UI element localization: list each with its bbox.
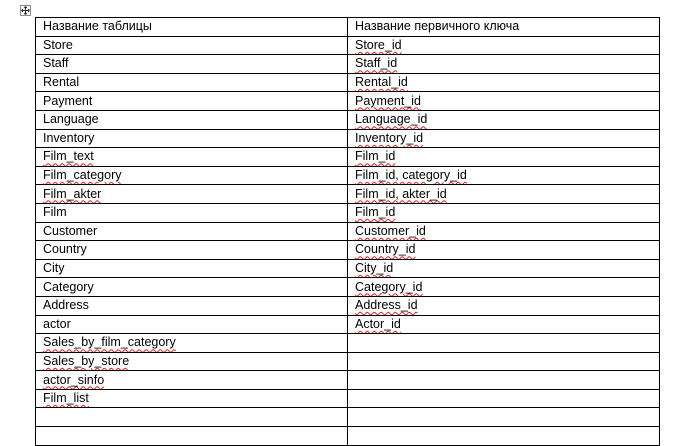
table-row <box>36 36 660 55</box>
primary-key-cell-text: Category_id <box>355 279 423 294</box>
primary-key-cell[interactable] <box>348 389 660 408</box>
table-name-cell-text: Payment <box>43 93 93 108</box>
table-name-cell-text: Address <box>43 298 89 313</box>
primary-key-cell[interactable] <box>348 148 660 167</box>
table-name-cell[interactable] <box>36 241 348 260</box>
primary-key-cell[interactable] <box>348 185 660 204</box>
primary-key-cell-text: Store_id <box>355 37 402 52</box>
table-name-cell-text: Film_list <box>43 391 89 406</box>
table-row <box>36 427 660 446</box>
table-row <box>36 166 660 185</box>
table-name-cell-text: Sales_by_film_category <box>43 335 176 350</box>
primary-key-cell-text: Staff_id <box>355 56 398 71</box>
table-name-cell[interactable] <box>36 352 348 371</box>
table-name-cell[interactable] <box>36 389 348 408</box>
table-name-cell-text: Film_category <box>43 168 122 183</box>
table-name-cell-text: Sales_by_store <box>43 353 130 368</box>
primary-key-cell[interactable] <box>348 278 660 297</box>
table-row <box>36 296 660 315</box>
table-row <box>36 259 660 278</box>
primary-key-cell-text: Payment_id <box>355 93 422 108</box>
table-name-cell[interactable] <box>36 408 348 427</box>
primary-key-cell[interactable] <box>348 166 660 185</box>
table-name-cell[interactable] <box>36 296 348 315</box>
primary-key-cell-text: City_id <box>355 261 394 276</box>
table-name-cell-text: actor_sinfo <box>43 372 105 387</box>
table-name-cell-text: Language <box>43 112 99 127</box>
primary-key-cell[interactable] <box>348 92 660 111</box>
primary-key-cell[interactable] <box>348 296 660 315</box>
table-name-cell[interactable] <box>36 166 348 185</box>
table-name-cell[interactable] <box>36 278 348 297</box>
table-row <box>36 73 660 92</box>
table-row <box>36 334 660 353</box>
primary-key-cell[interactable] <box>348 55 660 74</box>
table-row <box>36 241 660 260</box>
primary-key-cell[interactable] <box>348 129 660 148</box>
table-row <box>36 185 660 204</box>
table-name-cell[interactable] <box>36 185 348 204</box>
table-name-cell-text: Inventory <box>43 130 95 145</box>
table-row <box>36 110 660 129</box>
primary-key-cell-text: Rental_id <box>355 75 408 90</box>
table-name-cell[interactable] <box>36 371 348 390</box>
table-name-cell-text: actor <box>43 316 71 331</box>
primary-key-cell[interactable] <box>348 241 660 260</box>
table-name-cell-text: City <box>43 261 65 276</box>
table-row <box>36 315 660 334</box>
primary-key-cell[interactable] <box>348 222 660 241</box>
table-name-cell-text: Country <box>43 242 87 257</box>
table-row <box>36 203 660 222</box>
table-row <box>36 129 660 148</box>
primary-key-cell-text: Film_id, category_id <box>355 168 467 183</box>
table-name-cell[interactable] <box>36 427 348 446</box>
primary-key-cell-text: Inventory_id <box>355 130 424 145</box>
table-name-cell-text: Customer <box>43 223 98 238</box>
primary-key-cell-text: Customer_id <box>355 223 426 238</box>
header-primary-key[interactable]: Название первичного ключа <box>348 18 660 37</box>
table-name-cell[interactable] <box>36 55 348 74</box>
primary-key-cell-text: Country_id <box>355 242 416 257</box>
primary-key-cell-text: Address_id <box>355 298 418 313</box>
primary-key-cell[interactable] <box>348 315 660 334</box>
primary-key-cell-text: Film_id <box>355 149 396 164</box>
primary-key-cell-text: Film_id, akter_id <box>355 186 447 201</box>
primary-key-cell[interactable] <box>348 36 660 55</box>
primary-key-cell[interactable] <box>348 334 660 353</box>
primary-keys-table <box>35 17 660 446</box>
table-row <box>36 55 660 74</box>
table-name-cell[interactable] <box>36 222 348 241</box>
primary-key-cell[interactable] <box>348 203 660 222</box>
table-row <box>36 278 660 297</box>
header-table-name[interactable]: Название таблицы <box>36 18 348 37</box>
primary-key-cell[interactable] <box>348 73 660 92</box>
table-name-cell-text: Category <box>43 279 94 294</box>
table-name-cell[interactable] <box>36 315 348 334</box>
table-body <box>36 18 660 446</box>
primary-key-cell[interactable] <box>348 259 660 278</box>
table-name-cell[interactable] <box>36 129 348 148</box>
table-header-row <box>36 18 660 37</box>
table-name-cell[interactable] <box>36 148 348 167</box>
table-name-cell[interactable] <box>36 110 348 129</box>
table-row <box>36 371 660 390</box>
table-name-cell-text: Film_akter <box>43 186 102 201</box>
table-name-cell[interactable] <box>36 36 348 55</box>
table-name-cell-text: Rental <box>43 75 80 90</box>
table-name-cell[interactable] <box>36 259 348 278</box>
table-move-handle-icon[interactable] <box>20 5 31 16</box>
table-name-cell[interactable] <box>36 92 348 111</box>
table-name-cell[interactable] <box>36 73 348 92</box>
primary-key-cell[interactable] <box>348 427 660 446</box>
table-name-cell-text: Film <box>43 205 67 220</box>
primary-key-cell-text: Language_id <box>355 112 428 127</box>
table-name-cell-text: Store <box>43 37 73 52</box>
primary-key-cell[interactable] <box>348 371 660 390</box>
primary-key-cell-text: Actor_id <box>355 316 401 331</box>
table-name-cell[interactable] <box>36 334 348 353</box>
table-row <box>36 92 660 111</box>
table-row <box>36 222 660 241</box>
table-name-cell-text: Film_text <box>43 149 94 164</box>
table-name-cell-text: Staff <box>43 56 69 71</box>
table-row <box>36 352 660 371</box>
primary-key-cell-text: Film_id <box>355 205 396 220</box>
primary-key-cell[interactable] <box>348 408 660 427</box>
primary-key-cell[interactable] <box>348 110 660 129</box>
table-row <box>36 148 660 167</box>
primary-key-cell[interactable] <box>348 352 660 371</box>
table-name-cell[interactable] <box>36 203 348 222</box>
table-row <box>36 389 660 408</box>
table-row <box>36 408 660 427</box>
